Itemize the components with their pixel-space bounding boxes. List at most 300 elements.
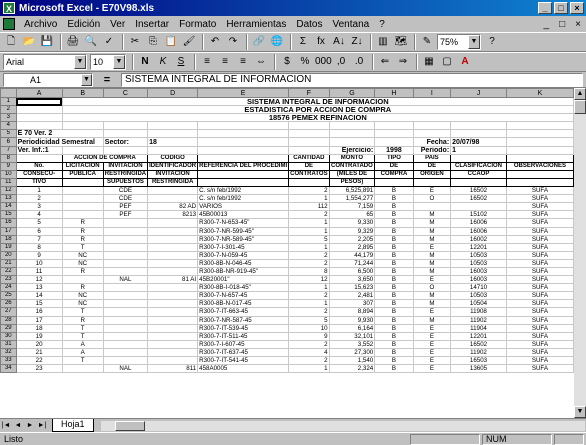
cell-a[interactable]: 1: [16, 187, 62, 195]
cell-k[interactable]: SUFA: [506, 324, 573, 332]
align-left-icon[interactable]: ≡: [204, 56, 210, 67]
cell-d[interactable]: [148, 284, 198, 292]
cell-e[interactable]: 45B00013: [198, 211, 289, 219]
cell-d[interactable]: [148, 267, 198, 275]
cell-g[interactable]: 27,300: [329, 348, 375, 356]
cell-k[interactable]: SUFA: [506, 211, 573, 219]
open-icon[interactable]: 📂: [22, 36, 36, 47]
cell[interactable]: [148, 130, 198, 138]
info-version[interactable]: Ver. Inf.:1: [16, 146, 62, 154]
cell-f[interactable]: 1: [289, 365, 329, 373]
cell-j[interactable]: 10503: [451, 259, 507, 267]
column-header-f[interactable]: F: [289, 89, 329, 98]
help-icon[interactable]: ?: [489, 36, 495, 47]
cell-h[interactable]: B: [375, 219, 413, 227]
cell-b[interactable]: A: [62, 340, 103, 348]
redo-icon[interactable]: ↷: [228, 36, 238, 47]
cell-c[interactable]: [103, 340, 147, 348]
column-header-h[interactable]: H: [375, 89, 413, 98]
cell-e[interactable]: R300-7-IT-637-45: [198, 348, 289, 356]
row-header[interactable]: 14: [1, 203, 17, 211]
chevron-down-icon[interactable]: ▼: [81, 74, 92, 86]
row-header[interactable]: 10: [1, 170, 17, 178]
cell-g[interactable]: 7,159: [329, 203, 375, 211]
cell-k[interactable]: SUFA: [506, 203, 573, 211]
cell-f[interactable]: 2: [289, 292, 329, 300]
cell-a[interactable]: 16: [16, 308, 62, 316]
header-thousands[interactable]: (MILES DE: [329, 170, 375, 178]
cell-b[interactable]: T: [62, 308, 103, 316]
sheet-tab-hoja1[interactable]: Hoja1: [52, 419, 94, 432]
header-cell[interactable]: [375, 178, 413, 186]
thousands-icon[interactable]: 000: [315, 56, 332, 67]
cell-f[interactable]: 1: [289, 195, 329, 203]
cell-d[interactable]: [148, 235, 198, 243]
cell-c[interactable]: [103, 357, 147, 365]
cell-h[interactable]: B: [375, 243, 413, 251]
chevron-down-icon[interactable]: ▼: [468, 35, 480, 49]
bold-icon[interactable]: N: [141, 56, 149, 67]
date-label[interactable]: Fecha:: [413, 138, 451, 146]
workbook-restore-button[interactable]: □: [559, 18, 566, 30]
increase-decimal-icon[interactable]: ,0: [336, 56, 346, 67]
header-classification[interactable]: CLASIFICACION: [451, 162, 507, 170]
cell-d[interactable]: 82 AD: [148, 203, 198, 211]
cell-i[interactable]: M: [413, 300, 451, 308]
cell-h[interactable]: B: [375, 300, 413, 308]
cell-h[interactable]: B: [375, 251, 413, 259]
row-header[interactable]: 15: [1, 211, 17, 219]
header-restricted[interactable]: RESTRINGIDA: [148, 178, 198, 186]
cell-f[interactable]: 10: [289, 324, 329, 332]
menu-edicion[interactable]: Edición: [67, 18, 101, 30]
header-consecutive[interactable]: CONSECU-: [16, 170, 62, 178]
menu-help[interactable]: ?: [379, 18, 385, 30]
cell-c[interactable]: NAL: [103, 365, 147, 373]
new-icon[interactable]: 🗋: [6, 36, 16, 47]
cell-e[interactable]: R300-7-IT-539-45: [198, 324, 289, 332]
cell-j[interactable]: 16003: [451, 276, 507, 284]
cell-d[interactable]: [148, 357, 198, 365]
cell-i[interactable]: E: [413, 308, 451, 316]
cell-i[interactable]: M: [413, 219, 451, 227]
cell-h[interactable]: B: [375, 211, 413, 219]
cell-a[interactable]: 11: [16, 267, 62, 275]
cell-d[interactable]: 8213: [148, 211, 198, 219]
scroll-down-icon[interactable]: ▼: [574, 406, 586, 418]
hyperlink-icon[interactable]: 🔗: [252, 36, 266, 47]
report-code[interactable]: E 70 Ver. 2: [16, 130, 103, 138]
cell[interactable]: [329, 130, 375, 138]
cell-g[interactable]: 71,244: [329, 259, 375, 267]
cell-k[interactable]: SUFA: [506, 292, 573, 300]
cell[interactable]: [198, 138, 289, 146]
sort-ascending-icon[interactable]: A↓: [333, 36, 345, 47]
chevron-down-icon[interactable]: ▼: [113, 55, 125, 69]
formula-input[interactable]: SISTEMA INTEGRAL DE INFORMACION: [121, 73, 583, 87]
cell-k[interactable]: SUFA: [506, 243, 573, 251]
vertical-scrollbar[interactable]: [574, 88, 586, 418]
cell-d[interactable]: 811: [148, 365, 198, 373]
cell-a[interactable]: 4: [16, 211, 62, 219]
cell-e[interactable]: R300-8B-I-018-45": [198, 284, 289, 292]
cell-j[interactable]: 10503: [451, 251, 507, 259]
header-contracts[interactable]: CONTRATOS: [290, 170, 328, 177]
row-header[interactable]: 32: [1, 348, 17, 356]
cell-a[interactable]: 6: [16, 227, 62, 235]
cell-f[interactable]: 2: [289, 187, 329, 195]
map-icon[interactable]: 🗺: [394, 36, 408, 47]
close-button[interactable]: ×: [570, 2, 584, 14]
cell-e[interactable]: R300-8B-N-046-45: [198, 259, 289, 267]
row-header[interactable]: 8: [1, 154, 17, 162]
cell-i[interactable]: M: [413, 267, 451, 275]
cell-g[interactable]: 2,481: [329, 292, 375, 300]
cell-c[interactable]: [103, 219, 147, 227]
cell-f[interactable]: 2: [289, 251, 329, 259]
cell-j[interactable]: 16502: [451, 187, 507, 195]
header-code[interactable]: CODIGO: [148, 154, 198, 162]
fill-color-icon[interactable]: ▢: [442, 56, 452, 67]
cell-grid[interactable]: [0, 88, 574, 373]
cell[interactable]: [451, 122, 507, 130]
cell-h[interactable]: B: [375, 203, 413, 211]
cell-e[interactable]: R300-7-IT-663-45: [198, 308, 289, 316]
cell-d[interactable]: [148, 340, 198, 348]
zoom-select[interactable]: [437, 34, 481, 50]
cell-j[interactable]: 16003: [451, 267, 507, 275]
cell[interactable]: [198, 122, 289, 130]
cell-c[interactable]: [103, 332, 147, 340]
row-header[interactable]: 1: [1, 98, 17, 106]
chevron-down-icon[interactable]: ▼: [74, 55, 86, 69]
cell-i[interactable]: O: [413, 284, 451, 292]
cell-a[interactable]: 23: [16, 365, 62, 373]
cell-b[interactable]: [62, 187, 103, 195]
cell[interactable]: [148, 146, 198, 154]
cell-c[interactable]: PEF: [103, 203, 147, 211]
cell-g[interactable]: 1,554,277: [329, 195, 375, 203]
cell-c[interactable]: [103, 227, 147, 235]
menu-herramientas[interactable]: Herramientas: [226, 18, 287, 30]
row-header[interactable]: 25: [1, 292, 17, 300]
print-icon[interactable]: 🖨: [66, 36, 80, 47]
cell-b[interactable]: R: [62, 227, 103, 235]
cell-c[interactable]: [103, 259, 147, 267]
header-invitation[interactable]: INVITACION: [148, 170, 198, 178]
cell-b[interactable]: T: [62, 243, 103, 251]
header-cell[interactable]: [506, 178, 573, 186]
cell-j[interactable]: 16502: [451, 195, 507, 203]
cell-h[interactable]: B: [375, 276, 413, 284]
cell-e[interactable]: R300-7-IT-541-45: [198, 357, 289, 365]
cell-k[interactable]: SUFA: [506, 276, 573, 284]
cell-i[interactable]: E: [413, 348, 451, 356]
cell-h[interactable]: B: [375, 324, 413, 332]
cell-k[interactable]: SUFA: [506, 300, 573, 308]
header-ccaop[interactable]: CCAOP: [451, 170, 507, 178]
cell-d[interactable]: 81 AI: [148, 276, 198, 284]
cell-k[interactable]: SUFA: [506, 316, 573, 324]
cell-c[interactable]: [103, 251, 147, 259]
cell-a[interactable]: 5: [16, 219, 62, 227]
cell-f[interactable]: 1: [289, 284, 329, 292]
cell-i[interactable]: M: [413, 316, 451, 324]
header-invitation[interactable]: INVITACION: [103, 162, 147, 170]
cell-b[interactable]: R: [62, 219, 103, 227]
header-of[interactable]: DE: [375, 162, 413, 170]
header-public[interactable]: PUBLICA: [62, 170, 103, 178]
row-header[interactable]: 22: [1, 267, 17, 275]
menu-datos[interactable]: Datos: [296, 18, 323, 30]
align-right-icon[interactable]: ≡: [240, 56, 246, 67]
cell-j[interactable]: 16006: [451, 227, 507, 235]
cell-e[interactable]: R300-8B-N-017-45: [198, 300, 289, 308]
cell-c[interactable]: [103, 243, 147, 251]
merge-center-icon[interactable]: ⇔: [256, 56, 266, 67]
increase-indent-icon[interactable]: ⇒: [398, 56, 408, 67]
row-header[interactable]: 20: [1, 251, 17, 259]
cell-f[interactable]: 2: [289, 357, 329, 365]
cell-h[interactable]: B: [375, 187, 413, 195]
cell-k[interactable]: SUFA: [506, 348, 573, 356]
cell-d[interactable]: [148, 308, 198, 316]
cell-i[interactable]: E: [413, 276, 451, 284]
cell-b[interactable]: NC: [62, 292, 103, 300]
web-toolbar-icon[interactable]: 🌐: [270, 36, 284, 47]
cell-a[interactable]: 10: [16, 259, 62, 267]
chart-wizard-icon[interactable]: ▥: [378, 36, 388, 47]
cell-g[interactable]: 307: [329, 300, 375, 308]
undo-icon[interactable]: ↶: [210, 36, 220, 47]
cell-i[interactable]: [413, 203, 451, 211]
cell-a[interactable]: 21: [16, 348, 62, 356]
header-observations[interactable]: OBSERVACIONES: [506, 162, 573, 170]
cell-e[interactable]: VARIOS: [198, 203, 289, 211]
cell-e[interactable]: R300-7-NR-599-45": [198, 227, 289, 235]
cell-h[interactable]: B: [375, 332, 413, 340]
cell-h[interactable]: B: [375, 235, 413, 243]
cell-k[interactable]: SUFA: [506, 235, 573, 243]
column-header-c[interactable]: C: [103, 89, 147, 98]
cell-h[interactable]: B: [375, 292, 413, 300]
cell[interactable]: [375, 122, 413, 130]
cell[interactable]: [329, 122, 375, 130]
row-header[interactable]: 19: [1, 243, 17, 251]
cell-d[interactable]: [148, 332, 198, 340]
cell[interactable]: [148, 122, 198, 130]
cut-icon[interactable]: ✂: [130, 36, 140, 47]
cell-f[interactable]: 5: [289, 235, 329, 243]
cell-f[interactable]: 12: [289, 276, 329, 284]
header-procedure-ref[interactable]: REFERENCIA DEL PROCEDIMI: [199, 162, 288, 169]
cell-i[interactable]: M: [413, 259, 451, 267]
header-pesos[interactable]: PESOS): [329, 178, 375, 186]
row-header[interactable]: 6: [1, 138, 17, 146]
cell-j[interactable]: 16006: [451, 219, 507, 227]
cell-g[interactable]: 2,205: [329, 235, 375, 243]
row-header[interactable]: 23: [1, 276, 17, 284]
cell-k[interactable]: SUFA: [506, 267, 573, 275]
column-header-a[interactable]: A: [16, 89, 62, 98]
menu-insertar[interactable]: Insertar: [135, 18, 170, 30]
cell-j[interactable]: 12201: [451, 332, 507, 340]
row-header[interactable]: 17: [1, 227, 17, 235]
row-header[interactable]: 2: [1, 106, 17, 114]
cell-i[interactable]: M: [413, 251, 451, 259]
cell-h[interactable]: B: [375, 284, 413, 292]
report-subtitle[interactable]: ESTADISTICA POR ACCION DE COMPRA: [62, 106, 573, 114]
header-cell[interactable]: [62, 178, 103, 186]
cell-a[interactable]: 2: [16, 195, 62, 203]
workbook-close-button[interactable]: ×: [575, 18, 581, 30]
header-tender[interactable]: LICITACION: [62, 162, 103, 170]
cell-c[interactable]: [103, 324, 147, 332]
row-header[interactable]: 29: [1, 324, 17, 332]
cell-a[interactable]: 7: [16, 235, 62, 243]
cell[interactable]: [62, 146, 103, 154]
cell-d[interactable]: [148, 324, 198, 332]
cell-e[interactable]: R300-7-IT-511-45: [198, 332, 289, 340]
cell-b[interactable]: [62, 211, 103, 219]
menu-ver[interactable]: Ver: [110, 18, 126, 30]
header-of[interactable]: DE: [289, 162, 329, 170]
cell-g[interactable]: 15,623: [329, 284, 375, 292]
cell-a[interactable]: 3: [16, 203, 62, 211]
header-assumptions[interactable]: SUPUESTOS: [103, 178, 147, 186]
row-header[interactable]: 5: [1, 130, 17, 138]
report-title[interactable]: SISTEMA INTEGRAL DE INFORMACION: [62, 98, 573, 106]
menu-archivo[interactable]: Archivo: [24, 18, 58, 30]
cell-i[interactable]: E: [413, 332, 451, 340]
save-icon[interactable]: 💾: [40, 36, 54, 47]
header-cell[interactable]: [451, 154, 507, 162]
cell[interactable]: [16, 114, 62, 122]
cell[interactable]: [451, 130, 507, 138]
cell-i[interactable]: M: [413, 211, 451, 219]
font-name-select[interactable]: [3, 54, 87, 70]
cell-g[interactable]: 6,164: [329, 324, 375, 332]
cell-g[interactable]: 8,894: [329, 308, 375, 316]
cell-j[interactable]: 14710: [451, 284, 507, 292]
header-cell[interactable]: [289, 178, 329, 186]
header-type[interactable]: TIPO: [375, 154, 413, 162]
cell-a[interactable]: 19: [16, 332, 62, 340]
column-header-i[interactable]: I: [413, 89, 451, 98]
header-cell[interactable]: [506, 154, 573, 162]
header-of[interactable]: DE: [413, 162, 451, 170]
cell-f[interactable]: 2: [289, 211, 329, 219]
column-header-b[interactable]: B: [62, 89, 103, 98]
cell-a[interactable]: 22: [16, 357, 62, 365]
cell-b[interactable]: NC: [62, 251, 103, 259]
cell-a[interactable]: 18: [16, 324, 62, 332]
header-restricted[interactable]: RESTRINGIDA: [104, 170, 147, 177]
workbook-minimize-button[interactable]: _: [543, 18, 550, 30]
row-header[interactable]: 27: [1, 308, 17, 316]
row-header[interactable]: 4: [1, 122, 17, 130]
row-header[interactable]: 16: [1, 219, 17, 227]
cell-i[interactable]: E: [413, 187, 451, 195]
horizontal-scrollbar[interactable]: [100, 420, 586, 432]
menu-formato[interactable]: Formato: [179, 18, 217, 30]
period-label[interactable]: Periodo:: [413, 146, 451, 154]
cell-e[interactable]: 458A0005: [198, 365, 289, 373]
report-entity[interactable]: 18576 PEMEX REFINACION: [62, 114, 573, 122]
cell-d[interactable]: [148, 316, 198, 324]
workbook-icon[interactable]: [3, 18, 15, 30]
cell-a1[interactable]: [16, 98, 62, 106]
cell-a[interactable]: 15: [16, 300, 62, 308]
decrease-decimal-icon[interactable]: .0: [354, 56, 364, 67]
cell-d[interactable]: [148, 292, 198, 300]
cell-c[interactable]: PEF: [103, 211, 147, 219]
cell-f[interactable]: 1: [289, 300, 329, 308]
cell-e[interactable]: R300-7-N-059-45: [198, 251, 289, 259]
cell-c[interactable]: CDE: [103, 195, 147, 203]
cell[interactable]: [375, 130, 413, 138]
cell-i[interactable]: O: [413, 195, 451, 203]
font-size-select[interactable]: [90, 54, 126, 70]
minimize-button[interactable]: _: [538, 2, 552, 14]
cell-d[interactable]: [148, 227, 198, 235]
spelling-icon[interactable]: ✓: [104, 36, 114, 47]
cell-f[interactable]: 1: [289, 219, 329, 227]
cell-b[interactable]: [62, 365, 103, 373]
column-header-k[interactable]: K: [506, 89, 573, 98]
cell-b[interactable]: T: [62, 324, 103, 332]
name-box[interactable]: [3, 73, 93, 87]
cell-c[interactable]: NAL: [103, 276, 147, 284]
cell-d[interactable]: [148, 195, 198, 203]
cell-c[interactable]: CDE: [103, 187, 147, 195]
cell[interactable]: [16, 122, 62, 130]
cell-b[interactable]: [62, 195, 103, 203]
row-header[interactable]: 28: [1, 316, 17, 324]
copy-icon[interactable]: ⎘: [149, 36, 157, 47]
next-sheet-button[interactable]: ►: [26, 421, 34, 429]
cell-f[interactable]: 1: [289, 243, 329, 251]
cell-j[interactable]: 11908: [451, 308, 507, 316]
cell-g[interactable]: 9,330: [329, 219, 375, 227]
column-header-d[interactable]: D: [148, 89, 198, 98]
cell-c[interactable]: [103, 348, 147, 356]
header-purchase[interactable]: COMPRA: [375, 170, 413, 178]
cell[interactable]: [375, 138, 413, 146]
header-quantity[interactable]: CANTIDAD: [289, 154, 329, 162]
cell-h[interactable]: B: [375, 340, 413, 348]
cell-k[interactable]: SUFA: [506, 195, 573, 203]
header-cell[interactable]: [198, 154, 289, 162]
cell-e[interactable]: 45B20001": [198, 276, 289, 284]
cell-h[interactable]: B: [375, 195, 413, 203]
row-header[interactable]: 30: [1, 332, 17, 340]
cell-i[interactable]: E: [413, 357, 451, 365]
font-color-icon[interactable]: A: [461, 56, 469, 67]
cell-b[interactable]: T: [62, 357, 103, 365]
cell-b[interactable]: [62, 203, 103, 211]
cell[interactable]: [62, 122, 103, 130]
cell[interactable]: [16, 106, 62, 114]
column-header-j[interactable]: J: [451, 89, 507, 98]
cell-b[interactable]: A: [62, 348, 103, 356]
cell[interactable]: [506, 122, 573, 130]
cell[interactable]: [506, 146, 573, 154]
cell-f[interactable]: 112: [289, 203, 329, 211]
autosum-icon[interactable]: Σ: [299, 36, 307, 47]
row-header[interactable]: 18: [1, 235, 17, 243]
cell-b[interactable]: R: [62, 235, 103, 243]
